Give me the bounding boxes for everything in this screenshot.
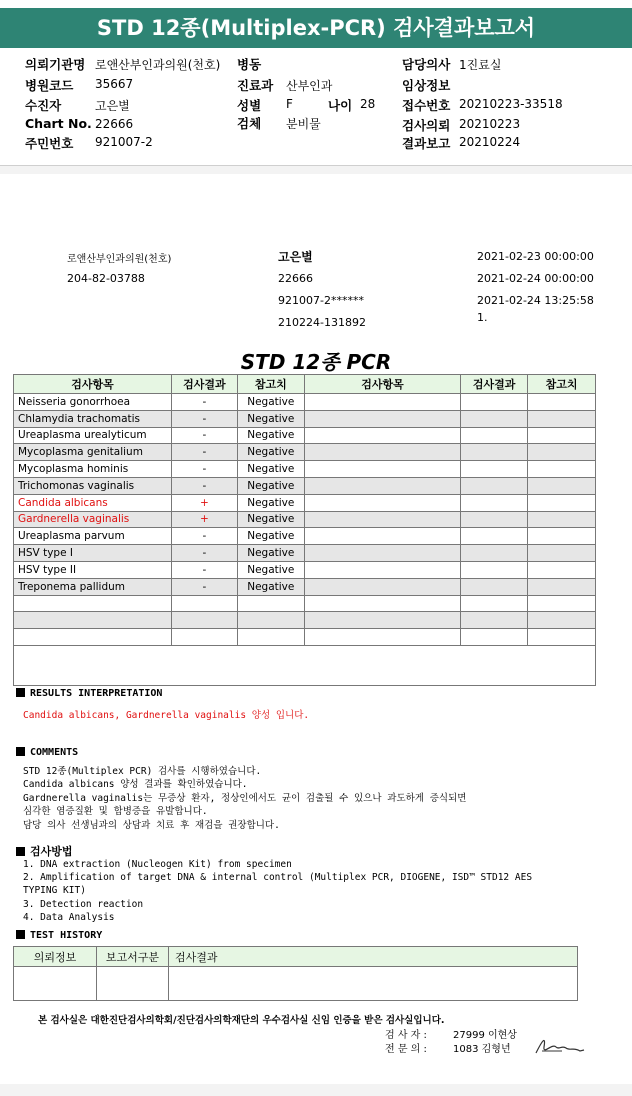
summary-patient: 고은별 [278,250,313,264]
tester-value: 27999 이현상 [453,1030,517,1041]
test-result: - [171,528,237,545]
test-result: + [171,494,237,511]
table-row [14,461,596,478]
specialist-label: 전 문 의 : [385,1044,427,1055]
test-result: - [171,561,237,578]
test-result: - [171,461,237,478]
request-label: 검사의뢰 [402,118,451,133]
history-table [13,946,578,1001]
test-ref: Negative [237,561,304,578]
specialist-value: 1083 김형년 [453,1044,511,1055]
hospital-label: 의뢰기관명 [25,57,86,72]
comments-heading: COMMENTS [16,747,78,758]
patient-info-panel [0,48,632,166]
method-line: TYPING KIT) [23,885,86,896]
test-ref: Negative [237,511,304,528]
test-item: Gardnerella vaginalis [14,511,172,528]
test-result: - [171,545,237,562]
test-result: - [171,410,237,427]
code-value: 35667 [95,77,134,91]
chart-value: 22666 [95,117,134,131]
bullet-square-icon [16,688,25,697]
results-header-row [14,375,596,394]
results-table [13,374,596,686]
method-line: 3. Detection reaction [23,899,144,910]
test-result: - [171,427,237,444]
history-header-type: 보고서구분 [97,947,169,967]
table-row [14,578,596,595]
comment-line: STD 12종(Multiplex PCR) 검사를 시행하였습니다. [23,766,262,777]
hospital-value: 로앤산부인과의원(천호) [95,58,221,72]
table-row [14,427,596,444]
summary-rrn: 921007-2****** [278,294,364,307]
test-item: Chlamydia trachomatis [14,410,172,427]
method-line: 2. Amplification of target DNA & internal control (Multiplex PCR, DIOGENE, ISD™ STD12 AES [23,872,533,883]
table-row [14,494,596,511]
clinical-label: 임상정보 [402,78,451,93]
table-row [14,511,596,528]
test-result: - [171,394,237,411]
test-item: Mycoplasma genitalium [14,444,172,461]
summary-receipt: 210224-131892 [278,316,366,329]
rrn-value: 921007-2 [95,135,153,149]
table-row [14,477,596,494]
tester-label: 검 사 자 : [385,1030,427,1041]
test-ref: Negative [237,427,304,444]
history-heading: TEST HISTORY [16,930,102,941]
receipt-value: 20210223-33518 [459,97,563,111]
test-item: Ureaplasma urealyticum [14,427,172,444]
history-row [14,967,578,1001]
age-value: 28 [360,97,376,111]
test-ref: Negative [237,528,304,545]
doctor-label: 담당의사 [402,57,451,72]
table-row [14,394,596,411]
empty-row [14,595,596,612]
bullet-square-icon [16,930,25,939]
test-item: Candida albicans [14,494,172,511]
results-heading: RESULTS INTERPRETATION [16,688,162,699]
header-item: 검사항목 [14,375,172,394]
header-result: 검사결과 [171,375,237,394]
summary-chart: 22666 [278,272,313,285]
test-ref: Negative [237,394,304,411]
method-line: 4. Data Analysis [23,912,115,923]
header-ref-2: 참고치 [528,375,596,394]
method-heading: 검사방법 [16,843,73,859]
age-label: 나이 [328,98,353,113]
report-title: STD 12종(Multiplex-PCR) 검사결과보고서 [0,8,632,48]
test-ref: Negative [237,578,304,595]
header-item-2: 검사항목 [304,375,460,394]
specimen-label: 검체 [237,116,262,131]
test-ref: Negative [237,545,304,562]
empty-row [14,629,596,646]
summary-date1: 2021-02-23 00:00:00 [477,250,594,263]
history-header-row [14,947,578,967]
history-header-result: 검사결과 [169,947,578,967]
bullet-square-icon [16,747,25,756]
table-row [14,444,596,461]
sex-value: F [286,97,293,111]
history-header-request: 의뢰정보 [14,947,97,967]
signature-image [532,1033,588,1059]
test-ref: Negative [237,410,304,427]
comment-line: Candida albicans 양성 결과를 확인하였습니다. [23,779,248,790]
summary-biz-no: 204-82-03788 [67,272,145,285]
comment-line: 심각한 염증질환 및 합병증을 유발합니다. [23,806,208,817]
code-label: 병원코드 [25,78,74,93]
table-row [14,528,596,545]
test-item: Ureaplasma parvum [14,528,172,545]
report-value: 20210224 [459,135,521,149]
doctor-value: 1진료실 [459,58,502,72]
test-ref: Negative [237,477,304,494]
chart-label: Chart No. [25,116,92,131]
page-bottom-strip [0,1084,632,1096]
test-item: Mycoplasma hominis [14,461,172,478]
test-ref: Negative [237,461,304,478]
test-result: - [171,578,237,595]
summary-hospital: 로앤산부인과의원(천호) [67,254,172,265]
summary-date2: 2021-02-24 00:00:00 [477,272,594,285]
ward-label: 병동 [237,57,262,72]
test-item: Treponema pallidum [14,578,172,595]
results-text: Candida albicans, Gardnerella vaginalis 양성 입니다. [23,710,310,721]
bullet-square-icon [16,847,25,856]
pcr-title: STD 12종 PCR [240,350,392,374]
test-ref: Negative [237,494,304,511]
summary-date3: 2021-02-24 13:25:58 [477,294,594,307]
report-label: 결과보고 [402,136,451,151]
summary-date3-cont: 1. [477,311,488,324]
table-row [14,410,596,427]
test-result: - [171,477,237,494]
table-row [14,561,596,578]
rrn-label: 주민번호 [25,136,74,151]
table-row [14,545,596,562]
test-ref: Negative [237,444,304,461]
test-item: Neisseria gonorrhoea [14,394,172,411]
test-result: - [171,444,237,461]
test-result: + [171,511,237,528]
empty-row [14,612,596,629]
dept-value: 산부인과 [286,79,333,93]
header-ref: 참고치 [237,375,304,394]
test-item: Trichomonas vaginalis [14,477,172,494]
comment-line: Gardnerella vaginalis는 무증상 환자, 정상인에서도 균이 검출될 수 있으나 과도하게 증식되면 [23,793,467,804]
test-item: HSV type I [14,545,172,562]
empty-row [14,645,596,685]
request-value: 20210223 [459,117,521,131]
patient-label: 수진자 [25,98,62,113]
certification-text: 본 검사실은 대한진단검사의학회/진단검사의학재단의 우수검사실 신임 인증을 받은 검사실입니다. [38,1015,445,1026]
comment-line: 담당 의사 선생님과의 상담과 치료 후 재검을 권장합니다. [23,820,280,831]
test-item: HSV type II [14,561,172,578]
sex-label: 성별 [237,98,262,113]
method-line: 1. DNA extraction (Nucleogen Kit) from specimen [23,859,292,870]
patient-value: 고은별 [95,99,130,113]
section-divider [0,166,632,174]
dept-label: 진료과 [237,78,274,93]
specimen-value: 분비물 [286,117,321,131]
receipt-label: 접수번호 [402,98,451,113]
header-result-2: 검사결과 [461,375,528,394]
